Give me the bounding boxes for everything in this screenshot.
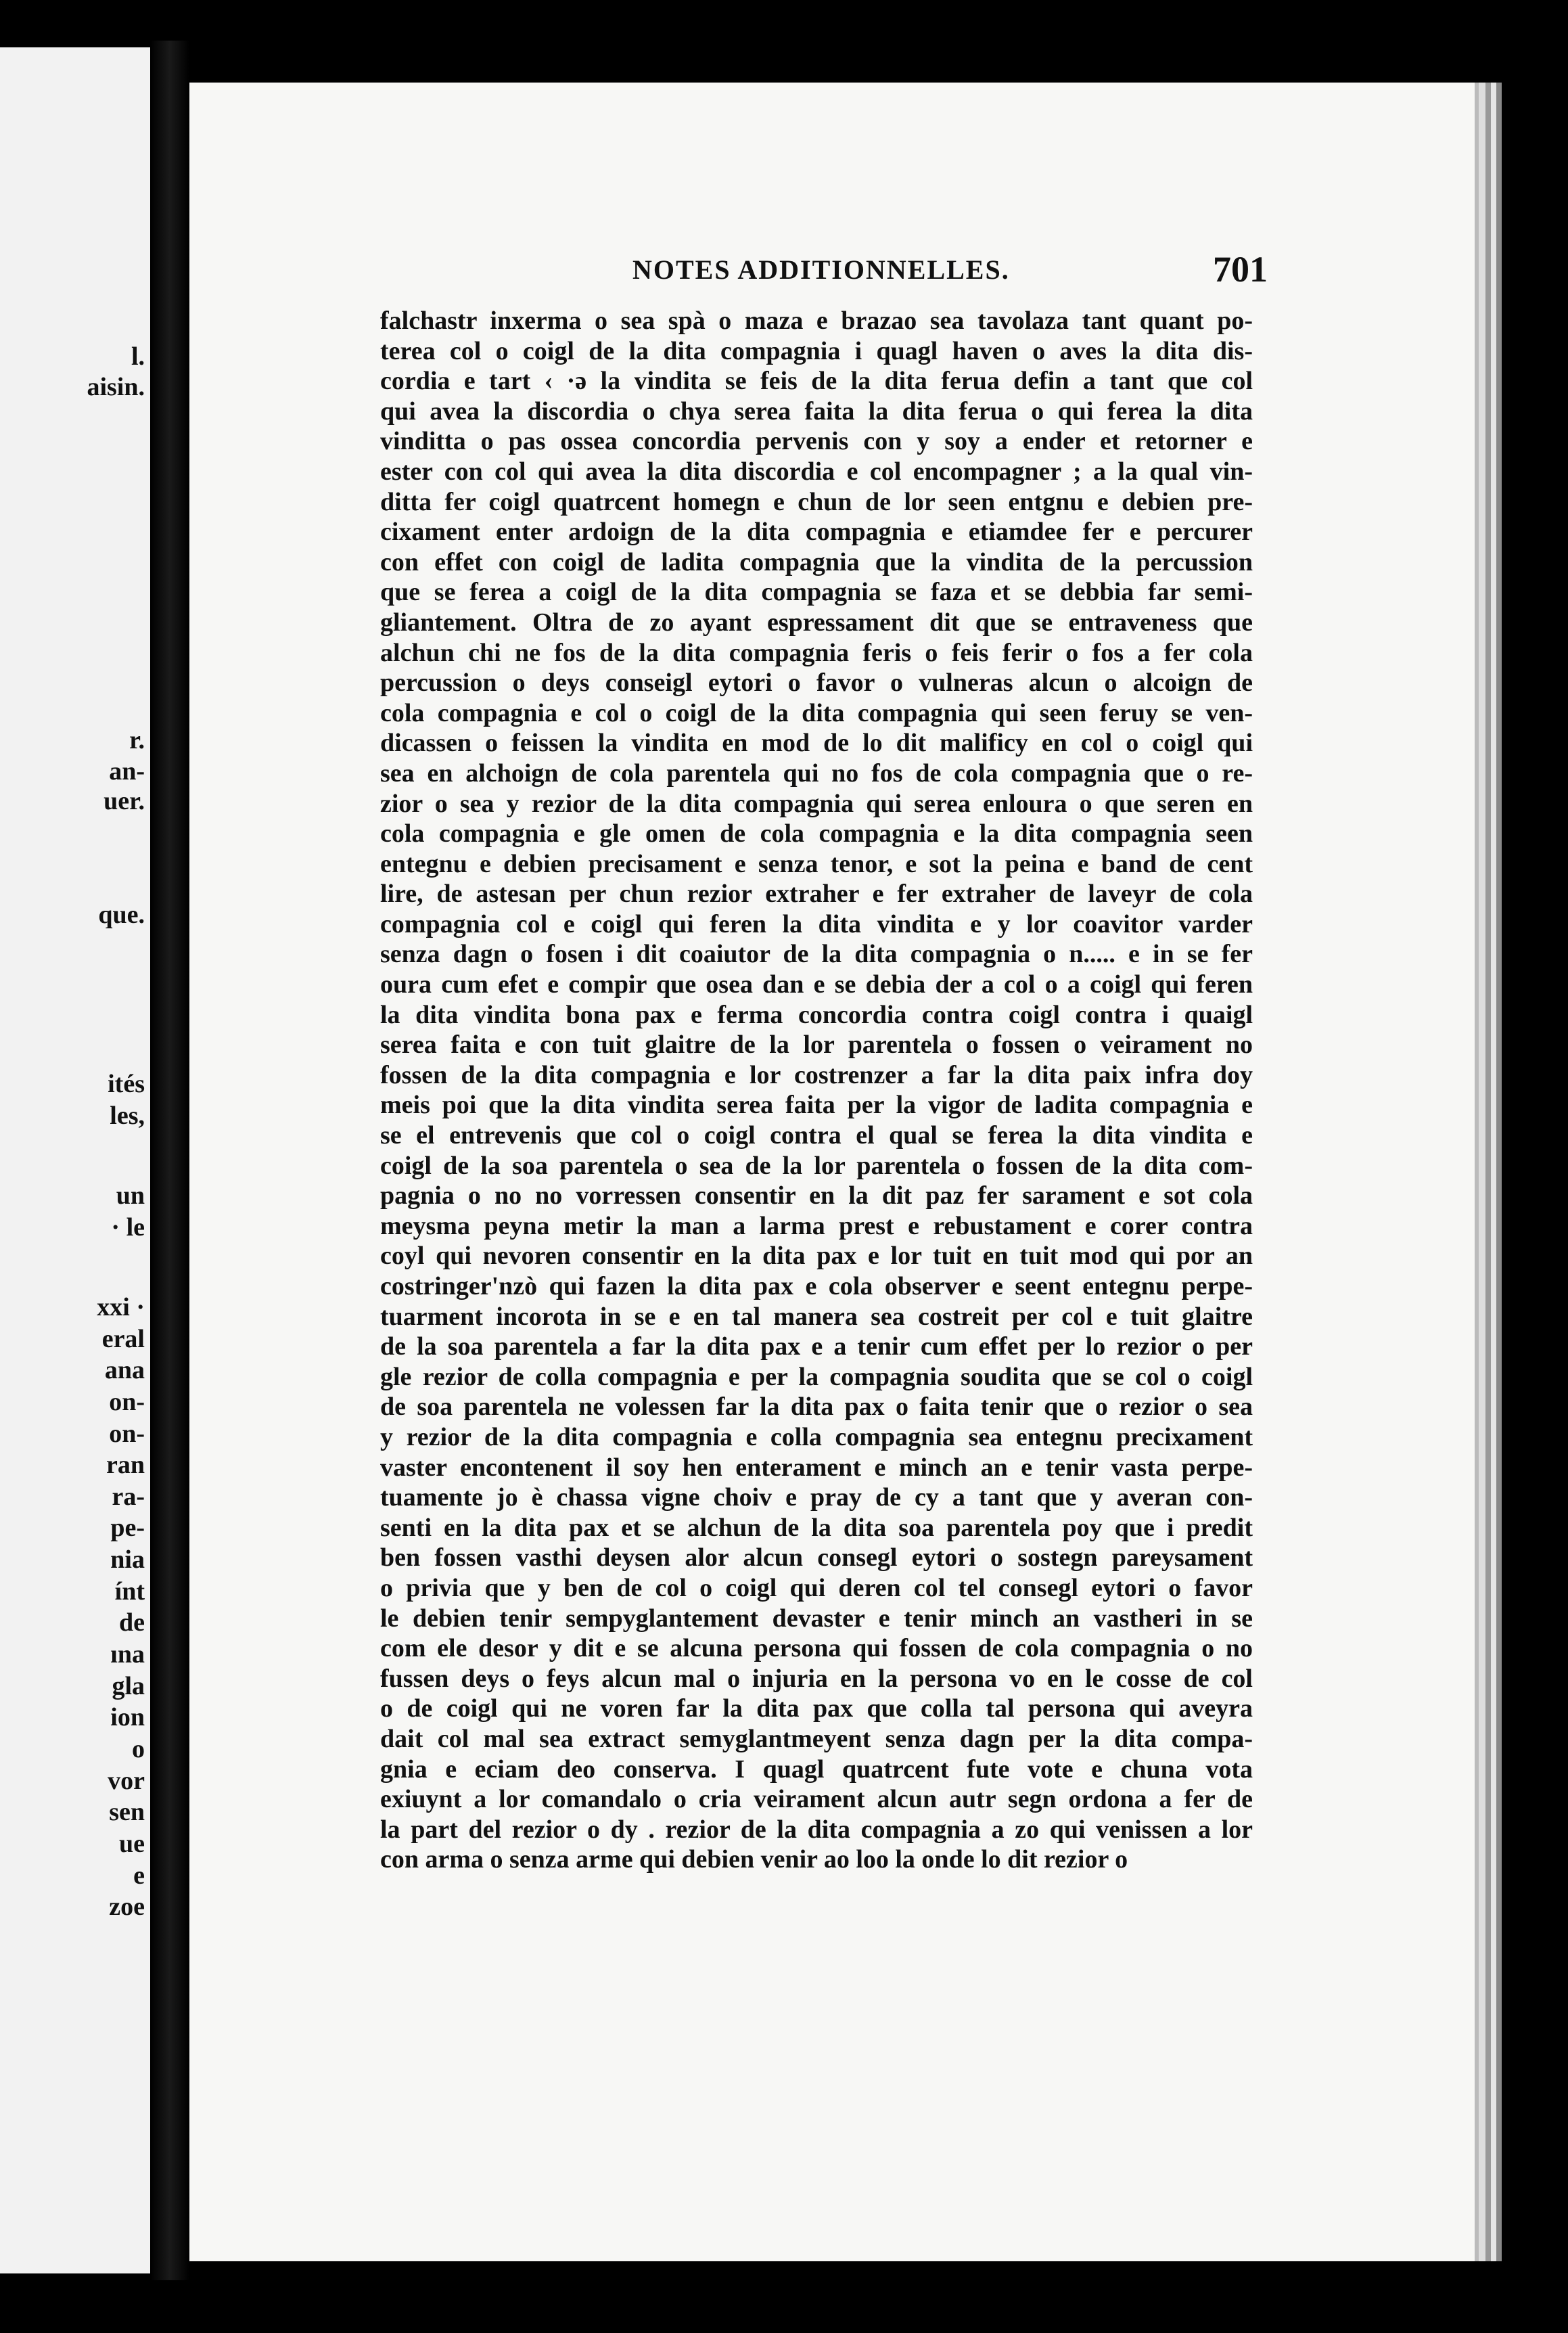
facing-page-text-fragment: ue — [119, 1830, 145, 1858]
text-line: costringer'nzò qui fazen la dita pax e cola observer e seent entegnu perpe- — [380, 1272, 1253, 1300]
text-line: fussen deys o feys alcun mal o injuria en la persona vo en le cosse de col — [380, 1664, 1253, 1693]
text-line: lire, de astesan per chun rezior extraher e fer extraher de laveyr de cola — [380, 880, 1253, 909]
text-line: com ele desor y dit e se alcuna persona qui fossen de cola compagnia o no — [380, 1634, 1253, 1663]
facing-page-text-fragment: aisin. — [87, 373, 145, 401]
text-line: se el entrevenis que col o coigl contra el qual se ferea la dita vindita e — [380, 1121, 1253, 1150]
facing-page-text-fragment: r. — [129, 726, 145, 754]
text-line: le debien tenir sempyglantement devaster e tenir minch an vastheri in se — [380, 1604, 1253, 1633]
text-line: percussion o deys conseigl eytori o favor o vulneras alcun o alcoign de — [380, 669, 1253, 698]
text-line: o privia que y ben de col o coigl qui deren col tel consegl eytori o favor — [380, 1573, 1253, 1602]
facing-page-text-fragment: xxi · — [97, 1293, 145, 1321]
facing-page-text-fragment: eral — [101, 1325, 145, 1353]
text-line: cordia e tart ‹ ·ə la vindita se feis de la dita ferua defin a tant que col — [380, 367, 1253, 396]
facing-page-text-fragment: nia — [110, 1545, 145, 1574]
text-line: compagnia col e coigl qui feren la dita vindita e y lor coavitor varder — [380, 909, 1253, 938]
text-line: tuamente jo è chassa vigne choiv e pray de cy a tant que y averan con- — [380, 1483, 1253, 1512]
book-page — [189, 83, 1479, 2261]
facing-page-text-fragment: zoe — [109, 1893, 145, 1921]
page-header — [189, 249, 1475, 294]
text-line: la dita vindita bona pax e ferma concordia contra coigl contra i quaigl — [380, 1000, 1253, 1029]
running-head: NOTES ADDITIONNELLES. — [632, 254, 1010, 285]
text-line: meis poi que la dita vindita serea faita per la vigor de ladita compagnia e — [380, 1091, 1253, 1120]
facing-page-text-fragment: un — [116, 1181, 145, 1210]
facing-page-text-fragment: o — [132, 1735, 145, 1763]
text-line: sea en alchoign de cola parentela qui no fos de cola compagnia que o re- — [380, 758, 1253, 788]
facing-page-text-fragment: vor — [108, 1767, 145, 1795]
facing-page-text-fragment: ion — [110, 1703, 145, 1731]
text-line: cola compagnia e col o coigl de la dita compagnia qui seen feruy se ven- — [380, 698, 1253, 727]
text-line: qui avea la discordia o chya serea faita la dita ferua o qui ferea la dita — [380, 397, 1253, 426]
text-line: gle rezior de colla compagnia e per la compagnia soudita que se col o coigl — [380, 1362, 1253, 1391]
text-line: exiuynt a lor comandalo o cria veirament alcun autr segn ordona a fer de — [380, 1785, 1253, 1814]
facing-page-margin — [0, 47, 150, 2273]
text-line: senti en la dita pax et se alchun de la dita soa parentela poy que i predit — [380, 1513, 1253, 1542]
facing-page-text-fragment: ités — [108, 1070, 145, 1098]
facing-page-text-fragment: ra- — [112, 1482, 145, 1511]
text-line: tuarment incorota in se e en tal manera sea costreit per col e tuit glaitre — [380, 1302, 1253, 1331]
text-line: pagnia o no no vorressen consentir en la dit paz fer sarament e sot cola — [380, 1181, 1253, 1210]
text-line: coigl de la soa parentela o sea de la lor parentela o fossen de la dita com- — [380, 1151, 1253, 1180]
facing-page-text-fragment: on- — [109, 1388, 145, 1416]
text-line: meysma peyna metir la man a larma prest e rebustament e corer contra — [380, 1211, 1253, 1240]
text-line: falchastr inxerma o sea spà o maza e brazao sea tavolaza tant quant po- — [380, 307, 1253, 335]
facing-page-text-fragment: e — [133, 1861, 145, 1890]
facing-page-text-fragment: ana — [104, 1356, 145, 1384]
text-line: y rezior de la dita compagnia e colla compagnia sea entegnu precixament — [380, 1422, 1253, 1451]
text-line: de la soa parentela a far la dita pax e a tenir cum effet per lo rezior o per — [380, 1332, 1253, 1361]
page-number: 701 — [1213, 249, 1268, 290]
facing-page-text-fragment: ran — [106, 1451, 145, 1479]
facing-page-text-fragment: uer. — [103, 787, 145, 815]
text-line: o de coigl qui ne voren far la dita pax que colla tal persona qui aveyra — [380, 1694, 1253, 1723]
text-line: con effet con coigl de ladita compagnia que la vindita de la percussion — [380, 547, 1253, 576]
text-line: que se ferea a coigl de la dita compagnia se faza et se debbia far semi- — [380, 578, 1253, 607]
text-line: zior o sea y rezior de la dita compagnia qui serea enloura o que seren en — [380, 789, 1253, 818]
text-line: dait col mal sea extract semyglantmeyent senza dagn per la dita compa- — [380, 1724, 1253, 1753]
text-line: senza dagn o fosen i dit coaiutor de la dita compagnia o n..... e in se fer — [380, 940, 1253, 969]
text-line: coyl qui nevoren consentir en la dita pax e lor tuit en tuit mod qui por an — [380, 1242, 1253, 1271]
text-line: gliantement. Oltra de zo ayant espressament dit que se entraveness que — [380, 608, 1253, 637]
facing-page-text-fragment: sen — [109, 1798, 145, 1826]
text-line: alchun chi ne fos de la dita compagnia feris o feis ferir o fos a fer cola — [380, 638, 1253, 667]
facing-page-text-fragment: on- — [109, 1420, 145, 1448]
text-line: ben fossen vasthi deysen alor alcun consegl eytori o sostegn pareysament — [380, 1543, 1253, 1572]
text-line: con arma o senza arme qui debien venir ao loo la onde lo dit rezior o — [380, 1845, 1128, 1874]
facing-page-text-fragment: gla — [112, 1672, 145, 1700]
text-line: vinditta o pas ossea concordia pervenis con y soy a ender et retorner e — [380, 427, 1253, 456]
facing-page-text-fragment: pe- — [110, 1514, 145, 1542]
facing-page-text-fragment: ínt — [114, 1577, 145, 1606]
text-line: dicassen o feissen la vindita en mod de lo dit malificy en col o coigl qui — [380, 729, 1253, 758]
facing-page-text-fragment: an- — [109, 757, 145, 786]
facing-page-text-fragment: que. — [98, 901, 145, 929]
text-line: ditta fer coigl quatrcent homegn e chun de lor seen entgnu e debien pre- — [380, 487, 1253, 516]
text-line: entegnu e debien precisament e senza tenor, e sot la peina e band de cent — [380, 849, 1253, 878]
text-line: de soa parentela ne volessen far la dita pax o faita tenir que o rezior o sea — [380, 1392, 1253, 1422]
text-line: oura cum efet e compir que osea dan e se debia der a col o a coigl qui feren — [380, 970, 1253, 999]
text-line: gnia e eciam deo conserva. I quagl quatrcent fute vote e chuna vota — [380, 1754, 1253, 1784]
text-line: cixament enter ardoign de la dita compagnia e etiamdee fer e percurer — [380, 518, 1253, 547]
book-gutter — [150, 41, 189, 2280]
facing-page-text-fragment: de — [119, 1608, 145, 1637]
text-line: cola compagnia e gle omen de cola compagnia e la dita compagnia seen — [380, 819, 1253, 848]
facing-page-text-fragment: ına — [110, 1640, 145, 1669]
text-line: vaster encontenent il soy hen enterament e minch an e tenir vasta perpe- — [380, 1453, 1253, 1482]
facing-page-text-fragment: les, — [110, 1102, 145, 1130]
text-line: terea col o coigl de la dita compagnia i quagl haven o aves la dita dis- — [380, 336, 1253, 365]
text-line: fossen de la dita compagnia e lor costrenzer a far la dita paix infra doy — [380, 1060, 1253, 1089]
text-line: serea faita e con tuit glaitre de la lor parentela o fossen o veirament no — [380, 1030, 1253, 1060]
facing-page-text-fragment: l. — [131, 342, 145, 371]
body-text — [380, 306, 1253, 1875]
text-line: ester con col qui avea la dita discordia e col encompagner ; a la qual vin- — [380, 457, 1253, 486]
facing-page-text-fragment: · le — [111, 1213, 145, 1242]
text-line: la part del rezior o dy . rezior de la dita compagnia a zo qui venissen a lor — [380, 1815, 1253, 1844]
